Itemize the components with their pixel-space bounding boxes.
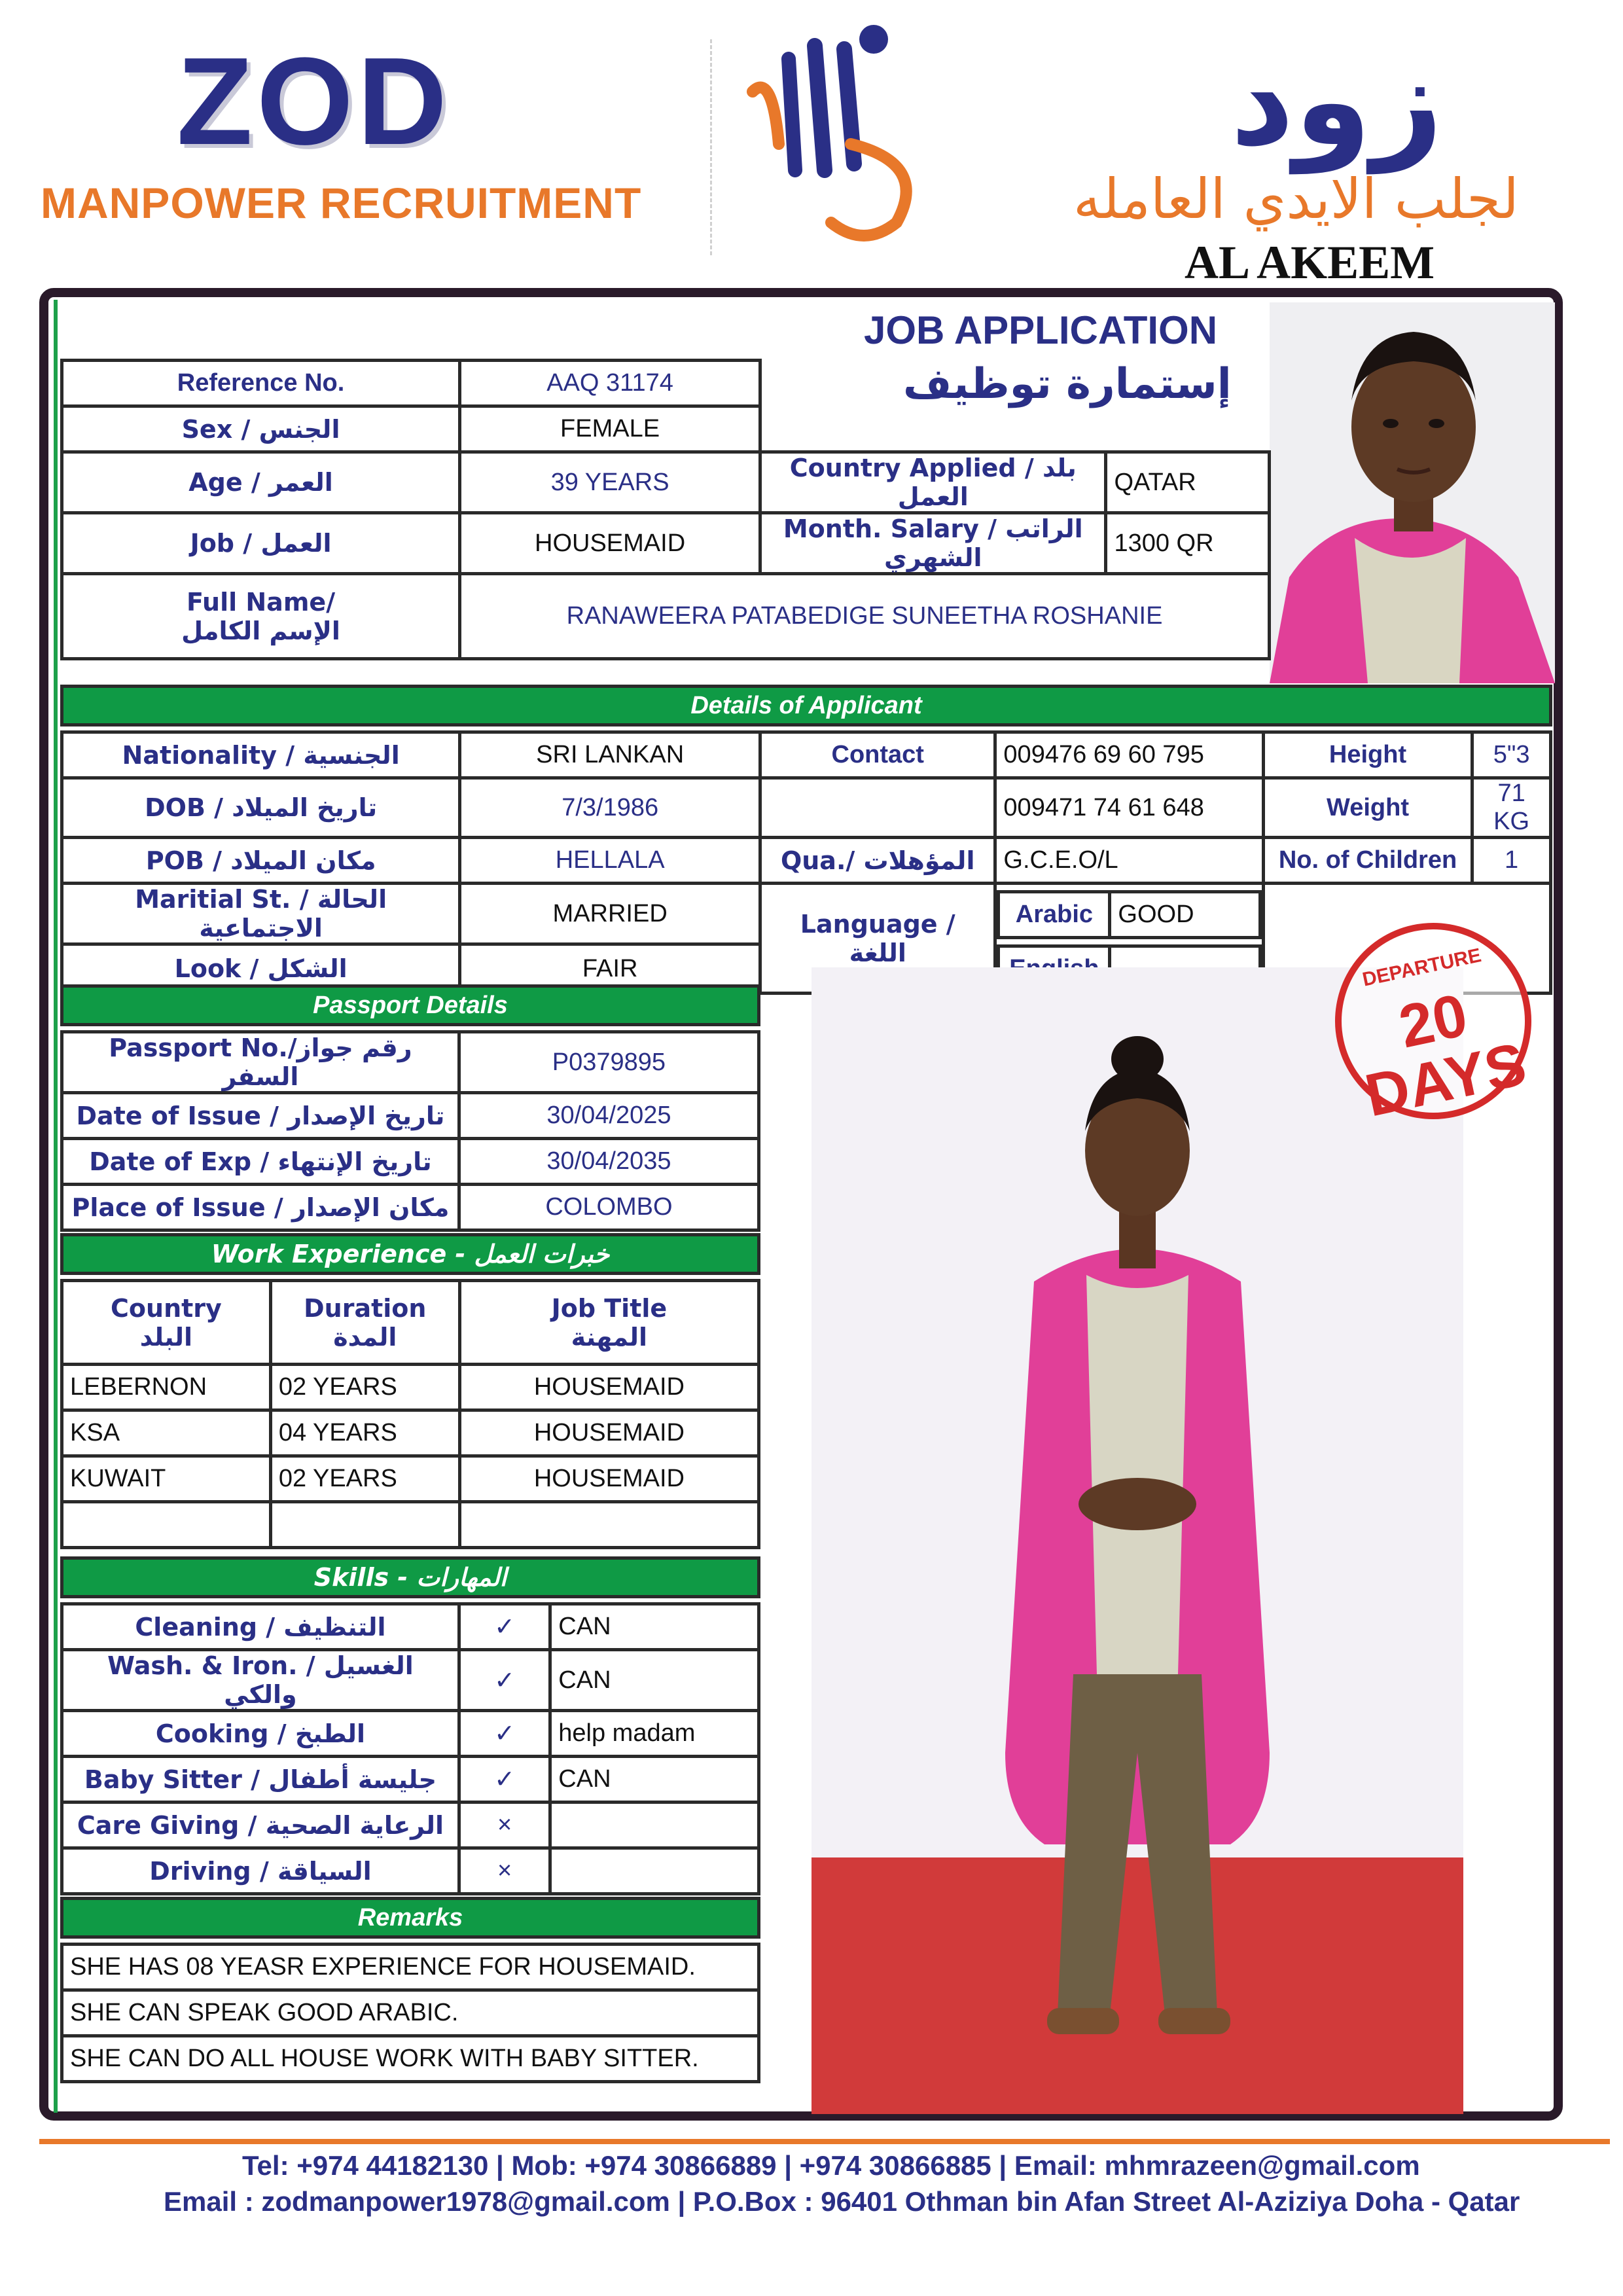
- footer-contact-line-2: Email : zodmanpower1978@gmail.com | P.O.Box : 96401 Othman bin Afan Street Al-Aziziya Doha - Qatar: [164, 2186, 1520, 2217]
- children-value: 1: [1472, 838, 1551, 884]
- qualification-value: G.C.E.O/L: [995, 838, 1263, 884]
- issue-date-label: Date of Issue / تاريخ الإصدار: [62, 1093, 459, 1139]
- skill-row: [62, 1803, 759, 1848]
- remarks-table: [60, 1943, 760, 2083]
- col-job: [459, 1281, 758, 1365]
- skill-label: Baby Sitter / جليسة أطفال: [62, 1757, 459, 1803]
- details-table: [60, 730, 1552, 995]
- frame-accent-line: [54, 300, 58, 2113]
- sex-value: FEMALE: [460, 406, 760, 452]
- remark-line: SHE CAN DO ALL HOUSE WORK WITH BABY SITTER.: [62, 2036, 759, 2082]
- brand-logo-text: ZOD: [177, 32, 452, 171]
- skill-row: [62, 1848, 759, 1894]
- qualification-label: Qua./ المؤهلات: [760, 838, 995, 884]
- exp-date-label: Date of Exp / تاريخ الإنتهاء: [62, 1139, 459, 1185]
- children-label: No. of Children: [1263, 838, 1472, 884]
- skill-row: [62, 1604, 759, 1650]
- col-duration-en: Duration: [304, 1293, 427, 1323]
- full-name-label-en: Full Name/: [186, 587, 336, 617]
- skill-row: [62, 1711, 759, 1757]
- col-job-ar: المهنة: [571, 1322, 648, 1352]
- dob-value: 7/3/1986: [460, 778, 760, 838]
- age-value: 39 YEARS: [460, 452, 760, 513]
- skill-label: Cleaning / التنظيف: [62, 1604, 459, 1650]
- marital-value: MARRIED: [460, 884, 760, 944]
- work-job: HOUSEMAID: [459, 1410, 758, 1456]
- remark-line: SHE CAN SPEAK GOOD ARABIC.: [62, 1990, 759, 2036]
- job-label: Job / العمل: [62, 513, 460, 574]
- work-job: [459, 1502, 758, 1548]
- skill-value: [550, 1803, 759, 1848]
- skill-label: Wash. & Iron. / الغسيل والكي: [62, 1650, 459, 1711]
- full-name-label-ar: الإسم الكامل: [181, 616, 340, 645]
- job-value: HOUSEMAID: [460, 513, 760, 574]
- passport-no-value: P0379895: [459, 1032, 758, 1093]
- skills-header: Skills - المهارات: [60, 1556, 760, 1598]
- ref-label: Reference No.: [62, 361, 460, 406]
- check-icon: ✓: [459, 1757, 550, 1803]
- col-duration-ar: المدة: [333, 1322, 397, 1352]
- skill-value: [550, 1848, 759, 1894]
- work-header: Work Experience - خبرات العمل: [60, 1233, 760, 1275]
- work-country: [62, 1502, 271, 1548]
- stamp-top-text: DEPARTURE: [1360, 944, 1484, 991]
- sex-label: Sex / الجنس: [62, 406, 460, 452]
- arabic-subtitle: لجلب الايدي العامله: [1073, 167, 1519, 231]
- work-duration: 02 YEARS: [270, 1456, 459, 1502]
- col-job-en: Job Title: [551, 1293, 668, 1323]
- nationality-value: SRI LANKAN: [460, 732, 760, 778]
- work-country: KUWAIT: [62, 1456, 271, 1502]
- title-ar: إستمارة توظيف: [903, 360, 1232, 408]
- issue-place-value: COLOMBO: [459, 1185, 758, 1230]
- age-label: Age / العمر: [62, 452, 460, 513]
- remark-line: SHE HAS 08 YEASR EXPERIENCE FOR HOUSEMAID.: [62, 1945, 759, 1990]
- applicant-full-photo: [812, 967, 1463, 2114]
- work-country: KSA: [62, 1410, 271, 1456]
- work-duration: [270, 1502, 459, 1548]
- work-duration: 04 YEARS: [270, 1410, 459, 1456]
- contact-value-1: 009476 69 60 795: [995, 732, 1263, 778]
- marital-label: Maritial St. / الحالة الاجتماعية: [62, 884, 460, 944]
- pob-value: HELLALA: [460, 838, 760, 884]
- col-country-ar: البلد: [139, 1322, 193, 1352]
- full-name-label: [62, 574, 460, 659]
- skill-value: CAN: [550, 1604, 759, 1650]
- salary-label: Month. Salary / الراتب الشهري: [760, 513, 1106, 574]
- ref-value: AAQ 31174: [460, 361, 760, 406]
- brand-subtitle: MANPOWER RECRUITMENT: [41, 179, 642, 227]
- table-row: [62, 1365, 759, 1410]
- table-row: [62, 1410, 759, 1456]
- full-name-value: RANAWEERA PATABEDIGE SUNEETHA ROSHANIE: [460, 574, 1270, 659]
- height-label: Height: [1263, 732, 1472, 778]
- exp-date-value: 30/04/2035: [459, 1139, 758, 1185]
- top-info-table: [60, 359, 1271, 660]
- contact-value-2: 009471 74 61 648: [995, 778, 1263, 838]
- skill-value: help madam: [550, 1711, 759, 1757]
- check-icon: ✓: [459, 1650, 550, 1711]
- weight-value: 71 KG: [1472, 778, 1551, 838]
- cross-icon: ×: [459, 1848, 550, 1894]
- applicant-portrait-photo: [1270, 302, 1555, 683]
- skill-value: CAN: [550, 1757, 759, 1803]
- stamp-days-text: 20 DAYS: [1359, 981, 1532, 1130]
- salary-value: 1300 QR: [1106, 513, 1270, 574]
- contact-label: Contact: [760, 732, 995, 778]
- issue-place-label: Place of Issue / مكان الإصدار: [62, 1185, 459, 1230]
- issue-date-value: 30/04/2025: [459, 1093, 758, 1139]
- nationality-label: Nationality / الجنسية: [62, 732, 460, 778]
- country-applied-label: Country Applied / بلد العمل: [760, 452, 1106, 513]
- country-applied-value: QATAR: [1106, 452, 1270, 513]
- details-header: Details of Applicant: [60, 685, 1552, 726]
- remarks-header: Remarks: [60, 1897, 760, 1939]
- arabic-value: GOOD: [1110, 891, 1260, 937]
- cross-icon: ×: [459, 1803, 550, 1848]
- language-label: Language / اللغة: [760, 884, 995, 994]
- table-row: [62, 1502, 759, 1548]
- table-row: [62, 1456, 759, 1502]
- work-job: HOUSEMAID: [459, 1456, 758, 1502]
- height-value: 5"3: [1472, 732, 1551, 778]
- passport-table: [60, 1030, 760, 1232]
- al-akeem-label: AL AKEEM: [1185, 236, 1435, 289]
- skill-label: Driving / السياقة: [62, 1848, 459, 1894]
- passport-no-label: Passport No./رقم جواز السفر: [62, 1032, 459, 1093]
- check-icon: ✓: [459, 1604, 550, 1650]
- look-label: Look / الشكل: [62, 944, 460, 994]
- arabic-label: Arabic: [999, 891, 1110, 937]
- col-country: [62, 1281, 271, 1365]
- work-country: LEBERNON: [62, 1365, 271, 1410]
- pob-label: POB / مكان الميلاد: [62, 838, 460, 884]
- look-value: FAIR: [460, 944, 760, 994]
- work-job: HOUSEMAID: [459, 1365, 758, 1410]
- skill-value: CAN: [550, 1650, 759, 1711]
- skill-row: [62, 1650, 759, 1711]
- skill-row: [62, 1757, 759, 1803]
- weight-label: Weight: [1263, 778, 1472, 838]
- skill-label: Care Giving / الرعاية الصحية: [62, 1803, 459, 1848]
- skills-table: [60, 1602, 760, 1895]
- dob-label: DOB / تاريخ الميلاد: [62, 778, 460, 838]
- work-table: [60, 1279, 760, 1549]
- title-en: JOB APPLICATION: [864, 308, 1218, 352]
- passport-header: Passport Details: [60, 984, 760, 1026]
- col-country-en: Country: [111, 1293, 222, 1323]
- col-duration: [270, 1281, 459, 1365]
- footer-contact-line-1: Tel: +974 44182130 | Mob: +974 30866889 | +974 30866885 | Email: mhmrazeen@gmail.com: [242, 2150, 1420, 2181]
- header-divider: [710, 39, 712, 255]
- company-logo-icon: [733, 13, 942, 249]
- arabic-brand: زود: [1230, 29, 1443, 173]
- skill-label: Cooking / الطبخ: [62, 1711, 459, 1757]
- work-duration: 02 YEARS: [270, 1365, 459, 1410]
- footer-divider: [39, 2139, 1610, 2144]
- arabic-cell: [995, 884, 1263, 944]
- check-icon: ✓: [459, 1711, 550, 1757]
